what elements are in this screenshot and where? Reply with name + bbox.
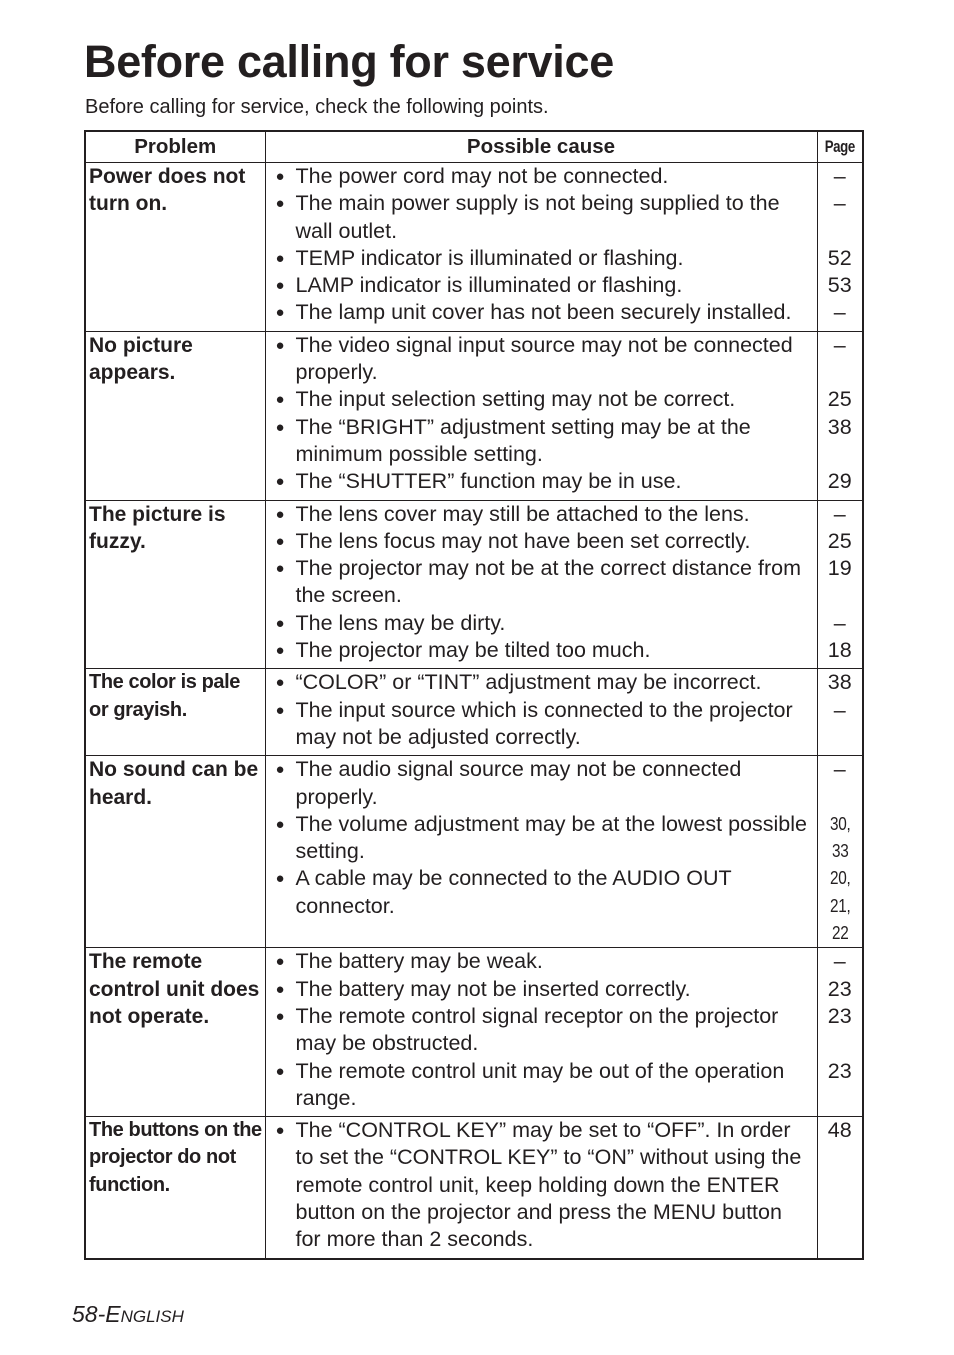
table-row	[85, 500, 863, 669]
problem-cell: The remote control unit does not operate.	[85, 948, 265, 1117]
cause-cell	[265, 756, 817, 948]
cause-item	[276, 190, 813, 245]
table-row	[85, 163, 863, 332]
cause-item	[276, 468, 813, 495]
page-ref: 25	[827, 387, 852, 412]
cause-item	[276, 697, 813, 752]
cause-item	[276, 386, 813, 413]
cause-item	[276, 414, 813, 469]
page-cell	[817, 500, 863, 669]
cause-text: TEMP indicator is illuminated or flashing.	[295, 245, 684, 270]
page-header: Page	[822, 131, 858, 163]
page-ref: 48	[827, 1118, 852, 1143]
page-ref: 23	[827, 1058, 852, 1083]
page-ref: 30,	[829, 813, 851, 834]
problem-cell: No sound can be heard.	[85, 756, 265, 948]
cause-text: The lamp unit cover has not been securely installed.	[295, 300, 792, 325]
cause-text: The input source which is connected to the projector may not be adjusted correctly.	[295, 697, 793, 749]
page-ref: 29	[827, 469, 852, 494]
cause-item	[276, 245, 813, 272]
bullet-icon	[276, 468, 296, 495]
cause-text: The input selection setting may not be correct.	[295, 387, 736, 412]
page-ref: 23	[827, 976, 852, 1001]
cause-item	[276, 811, 813, 866]
bullet-icon	[276, 163, 296, 190]
page-ref: –	[833, 757, 846, 782]
problem-header: Problem	[85, 131, 265, 163]
cause-item	[276, 948, 813, 975]
cause-cell	[265, 331, 817, 500]
page-ref: 18	[827, 638, 852, 663]
table-row	[85, 948, 863, 1117]
header-row	[85, 131, 863, 163]
cause-text: “COLOR” or “TINT” adjustment may be incorrect.	[295, 670, 762, 695]
page-ref: –	[833, 501, 846, 526]
problem-cell: The picture is fuzzy.	[85, 500, 265, 669]
cause-cell	[265, 948, 817, 1117]
page-ref: –	[833, 610, 846, 635]
cause-text: The audio signal source may not be connected properly.	[295, 757, 742, 809]
bullet-icon	[276, 610, 296, 637]
cause-text: The main power supply is not being supplied to the wall outlet.	[295, 191, 780, 243]
page-ref: –	[833, 332, 846, 357]
cause-text: The “SHUTTER” function may be in use.	[295, 469, 682, 494]
page-ref: –	[833, 697, 846, 722]
cause-item	[276, 1058, 813, 1113]
cause-item	[276, 637, 813, 664]
bullet-icon	[276, 697, 296, 752]
bullet-icon	[276, 948, 296, 975]
bullet-icon	[276, 332, 296, 387]
page-ref: –	[833, 949, 846, 974]
bullet-icon	[276, 756, 296, 811]
cause-text: The remote control signal receptor on the projector may be obstructed.	[295, 1003, 779, 1056]
language-initial: E	[105, 1301, 121, 1327]
bullet-icon	[276, 386, 296, 413]
cause-cell	[265, 163, 817, 332]
page-ref	[818, 218, 863, 245]
cause-text: The battery may not be inserted correctly.	[295, 976, 691, 1001]
cause-text: The lens focus may not have been set correctly.	[295, 528, 751, 553]
cause-item	[276, 976, 813, 1003]
bullet-icon	[276, 1003, 296, 1058]
cause-text: The “BRIGHT” adjustment setting may be at the minimum possible setting.	[295, 414, 751, 466]
table-row	[85, 669, 863, 756]
cause-cell	[265, 669, 817, 756]
problem-cell: No picture appears.	[85, 331, 265, 500]
troubleshooting-table	[84, 130, 864, 1260]
page-ref: 25	[827, 528, 852, 553]
bullet-icon	[276, 190, 296, 245]
page-title: Before calling for service	[84, 36, 614, 87]
page-cell	[817, 331, 863, 500]
bullet-icon	[276, 272, 296, 299]
cause-item	[276, 555, 813, 610]
page-ref: 38	[827, 414, 852, 439]
bullet-icon	[276, 414, 296, 469]
page-ref: 19	[827, 556, 852, 581]
cause-header: Possible cause	[265, 131, 817, 163]
page-ref: –	[833, 300, 846, 325]
page-ref	[818, 582, 863, 609]
cause-text: The projector may be tilted too much.	[295, 638, 651, 663]
cause-item	[276, 163, 813, 190]
page-ref	[818, 784, 863, 811]
cause-text: The power cord may not be connected.	[295, 164, 669, 188]
page-cell	[817, 669, 863, 756]
page-ref: 38	[827, 670, 852, 695]
bullet-icon	[276, 1117, 296, 1253]
intro-text: Before calling for service, check the following points.	[85, 96, 549, 118]
page-ref: 53	[827, 273, 852, 298]
page-footer	[72, 1300, 184, 1331]
bullet-icon	[276, 1058, 296, 1113]
cause-cell	[265, 500, 817, 669]
page-number: 58-	[72, 1301, 106, 1327]
cause-item	[276, 1003, 813, 1058]
page-ref: –	[833, 191, 846, 216]
cause-text: LAMP indicator is illuminated or flashing.	[295, 273, 683, 298]
table-row	[85, 1117, 863, 1259]
page-ref: 22	[831, 923, 848, 944]
page-ref: 20,	[829, 868, 851, 889]
cause-text: The lens may be dirty.	[295, 610, 506, 635]
page-cell	[817, 756, 863, 948]
cause-text: The projector may not be at the correct distance from the screen.	[295, 556, 801, 608]
cause-item	[276, 528, 813, 555]
cause-item	[276, 669, 813, 696]
page-cell	[817, 948, 863, 1117]
bullet-icon	[276, 555, 296, 610]
cause-text: The battery may be weak.	[295, 949, 543, 974]
problem-cell: The buttons on the projector do not function.	[85, 1117, 265, 1259]
page-ref: 21,	[829, 895, 851, 916]
cause-text: A cable may be connected to the AUDIO OUT connector.	[295, 866, 732, 918]
bullet-icon	[276, 501, 296, 528]
bullet-icon	[276, 669, 296, 696]
page-ref	[818, 1030, 863, 1057]
cause-text: The video signal input source may not be connected properly.	[295, 332, 793, 385]
table-row	[85, 331, 863, 500]
bullet-icon	[276, 299, 296, 326]
page-ref	[818, 441, 863, 468]
page-ref: 23	[827, 1003, 852, 1028]
cause-text: The lens cover may still be attached to the lens.	[295, 501, 750, 526]
page-ref	[818, 359, 863, 386]
page-cell	[817, 1117, 863, 1259]
table-row	[85, 756, 863, 948]
page-ref: –	[833, 164, 846, 188]
cause-text: The “CONTROL KEY” may be set to “OFF”. In order to set the “CONTROL KEY” to “ON” without using the remote control unit, keep holding down the ENTER button on the projector and press the MENU button for more than 2 seconds.	[295, 1118, 802, 1252]
cause-item	[276, 299, 813, 326]
bullet-icon	[276, 976, 296, 1003]
bullet-icon	[276, 865, 296, 920]
language-rest: NGLISH	[120, 1307, 184, 1326]
cause-item	[276, 272, 813, 299]
cause-item	[276, 1117, 813, 1253]
cause-item	[276, 865, 813, 920]
bullet-icon	[276, 811, 296, 866]
cause-cell	[265, 1117, 817, 1259]
cause-text: The volume adjustment may be at the lowest possible setting.	[295, 811, 807, 864]
bullet-icon	[276, 245, 296, 272]
page-ref: 52	[827, 245, 852, 270]
problem-cell: Power does not turn on.	[85, 163, 265, 332]
cause-item	[276, 610, 813, 637]
problem-cell: The color is pale or grayish.	[85, 669, 265, 756]
page-cell	[817, 163, 863, 332]
cause-item	[276, 756, 813, 811]
page-ref: 33	[831, 841, 848, 862]
bullet-icon	[276, 528, 296, 555]
cause-item	[276, 501, 813, 528]
bullet-icon	[276, 637, 296, 664]
cause-item	[276, 332, 813, 387]
cause-text: The remote control unit may be out of the operation range.	[295, 1058, 785, 1110]
